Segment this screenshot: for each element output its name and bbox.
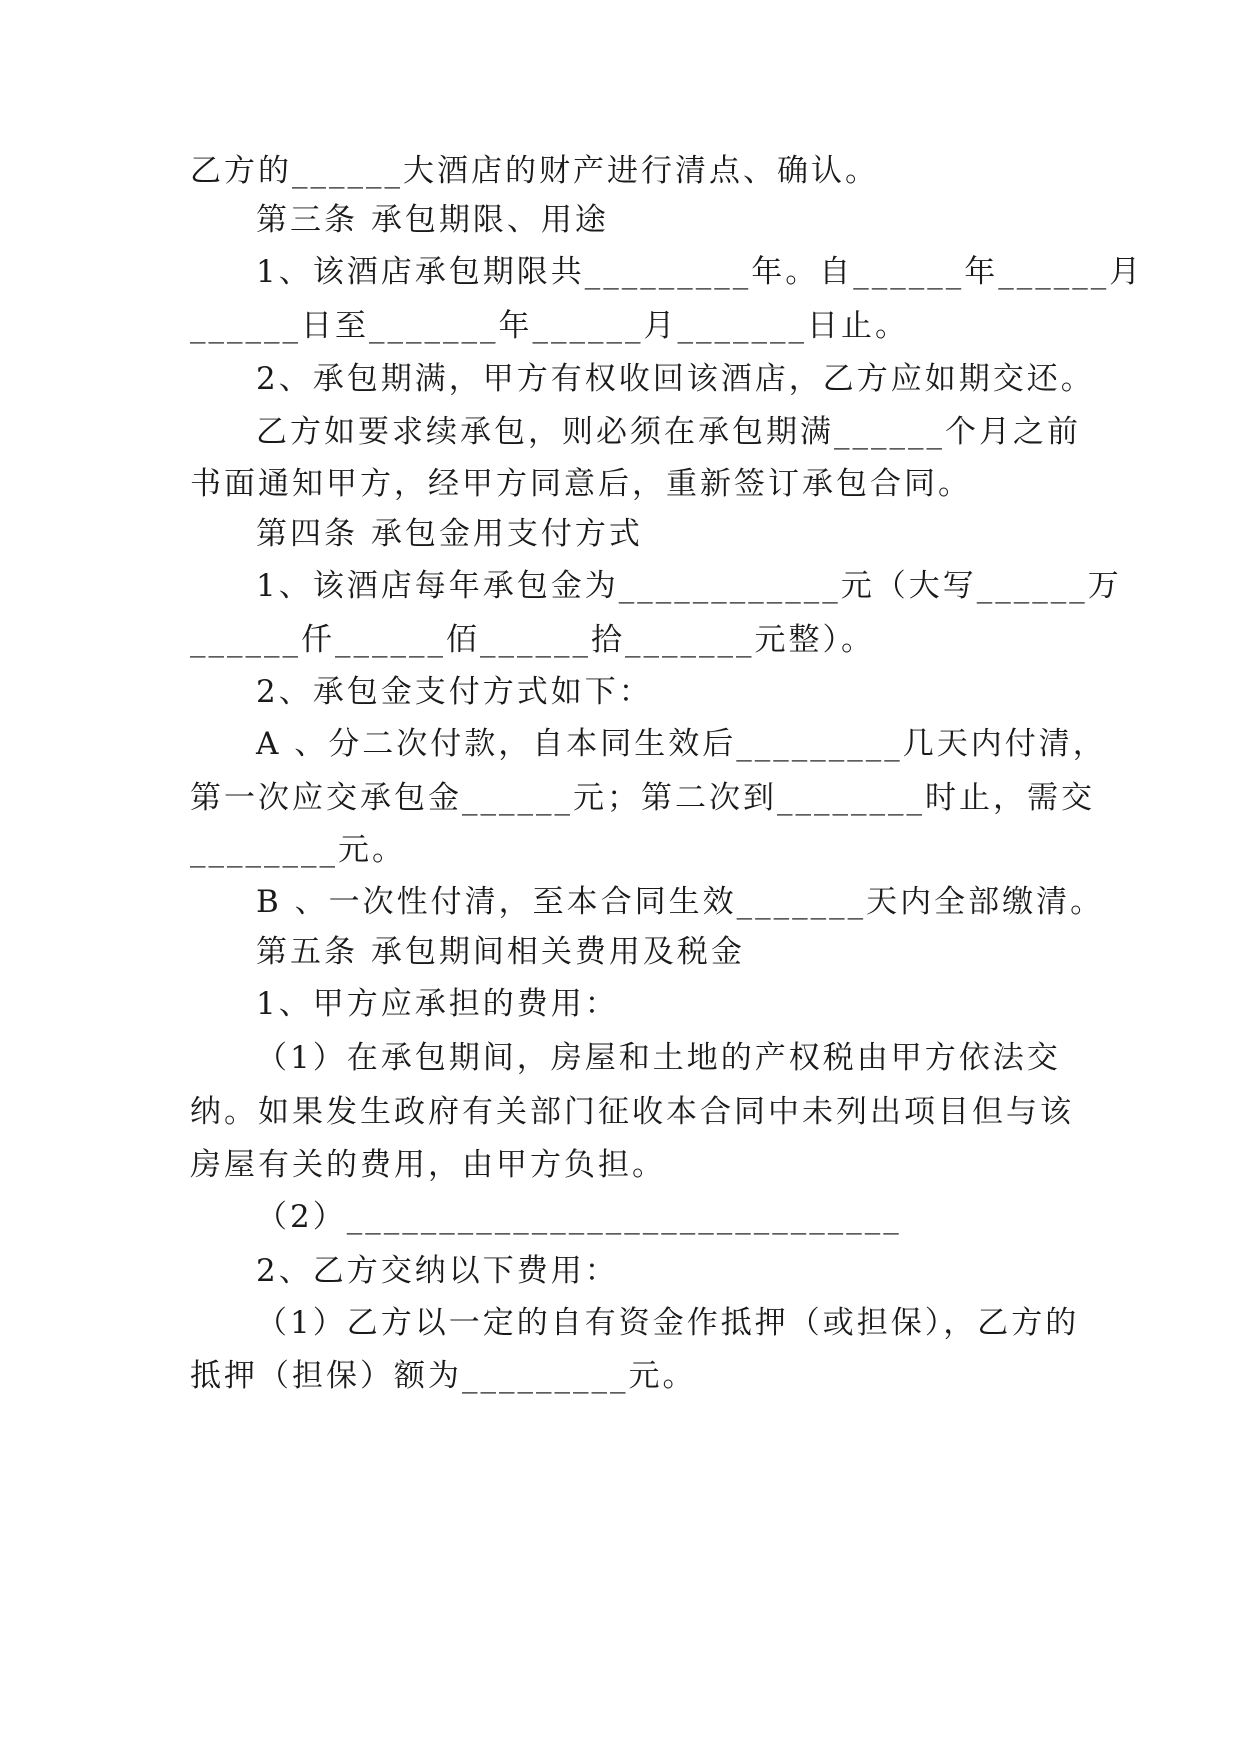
text-line: 1、该酒店每年承包金为____________元（大写______万 — [256, 568, 1122, 604]
text-line: 乙方的______大酒店的财产进行清点、确认。 — [190, 153, 879, 189]
text-line: 2、承包金支付方式如下： — [256, 674, 653, 710]
text-line: 抵押（担保）额为_________元。 — [190, 1358, 697, 1394]
text-line: （1）在承包期间，房屋和土地的产权税由甲方依法交 — [256, 1040, 1061, 1076]
text-line: 书面通知甲方，经甲方同意后，重新签订承包合同。 — [190, 466, 972, 502]
text-line: A 、分二次付款，自本同生效后_________几天内付清， — [256, 726, 1107, 762]
text-line: 2、承包期满，甲方有权收回该酒店，乙方应如期交还。 — [256, 361, 1095, 397]
section-heading: 第三条 承包期限、用途 — [256, 202, 609, 238]
section-heading: 第五条 承包期间相关费用及税金 — [256, 934, 745, 970]
text-line: 乙方如要求续承包，则必须在承包期满______个月之前 — [256, 414, 1081, 450]
text-line: 1、甲方应承担的费用： — [256, 986, 619, 1022]
text-line: ________元。 — [190, 832, 406, 868]
text-line: （1）乙方以一定的自有资金作抵押（或担保），乙方的 — [256, 1305, 1080, 1341]
text-line: （2）______________________________ — [256, 1199, 902, 1235]
section-heading: 第四条 承包金用支付方式 — [256, 516, 643, 552]
text-line: ______日至_______年______月_______日止。 — [190, 308, 909, 344]
text-line: 2、乙方交纳以下费用： — [256, 1253, 619, 1289]
text-line: 1、该酒店承包期限共_________年。自______年______月 — [256, 254, 1144, 290]
text-line: 纳。如果发生政府有关部门征收本合同中未列出项目但与该 — [190, 1094, 1074, 1130]
text-line: ______仟______佰______拾_______元整）。 — [190, 622, 875, 658]
text-line: 第一次应交承包金______元；第二次到________时止，需交 — [190, 780, 1095, 816]
text-line: B 、一次性付清，至本合同生效_______天内全部缴清。 — [256, 884, 1105, 920]
text-line: 房屋有关的费用，由甲方负担。 — [190, 1147, 666, 1183]
